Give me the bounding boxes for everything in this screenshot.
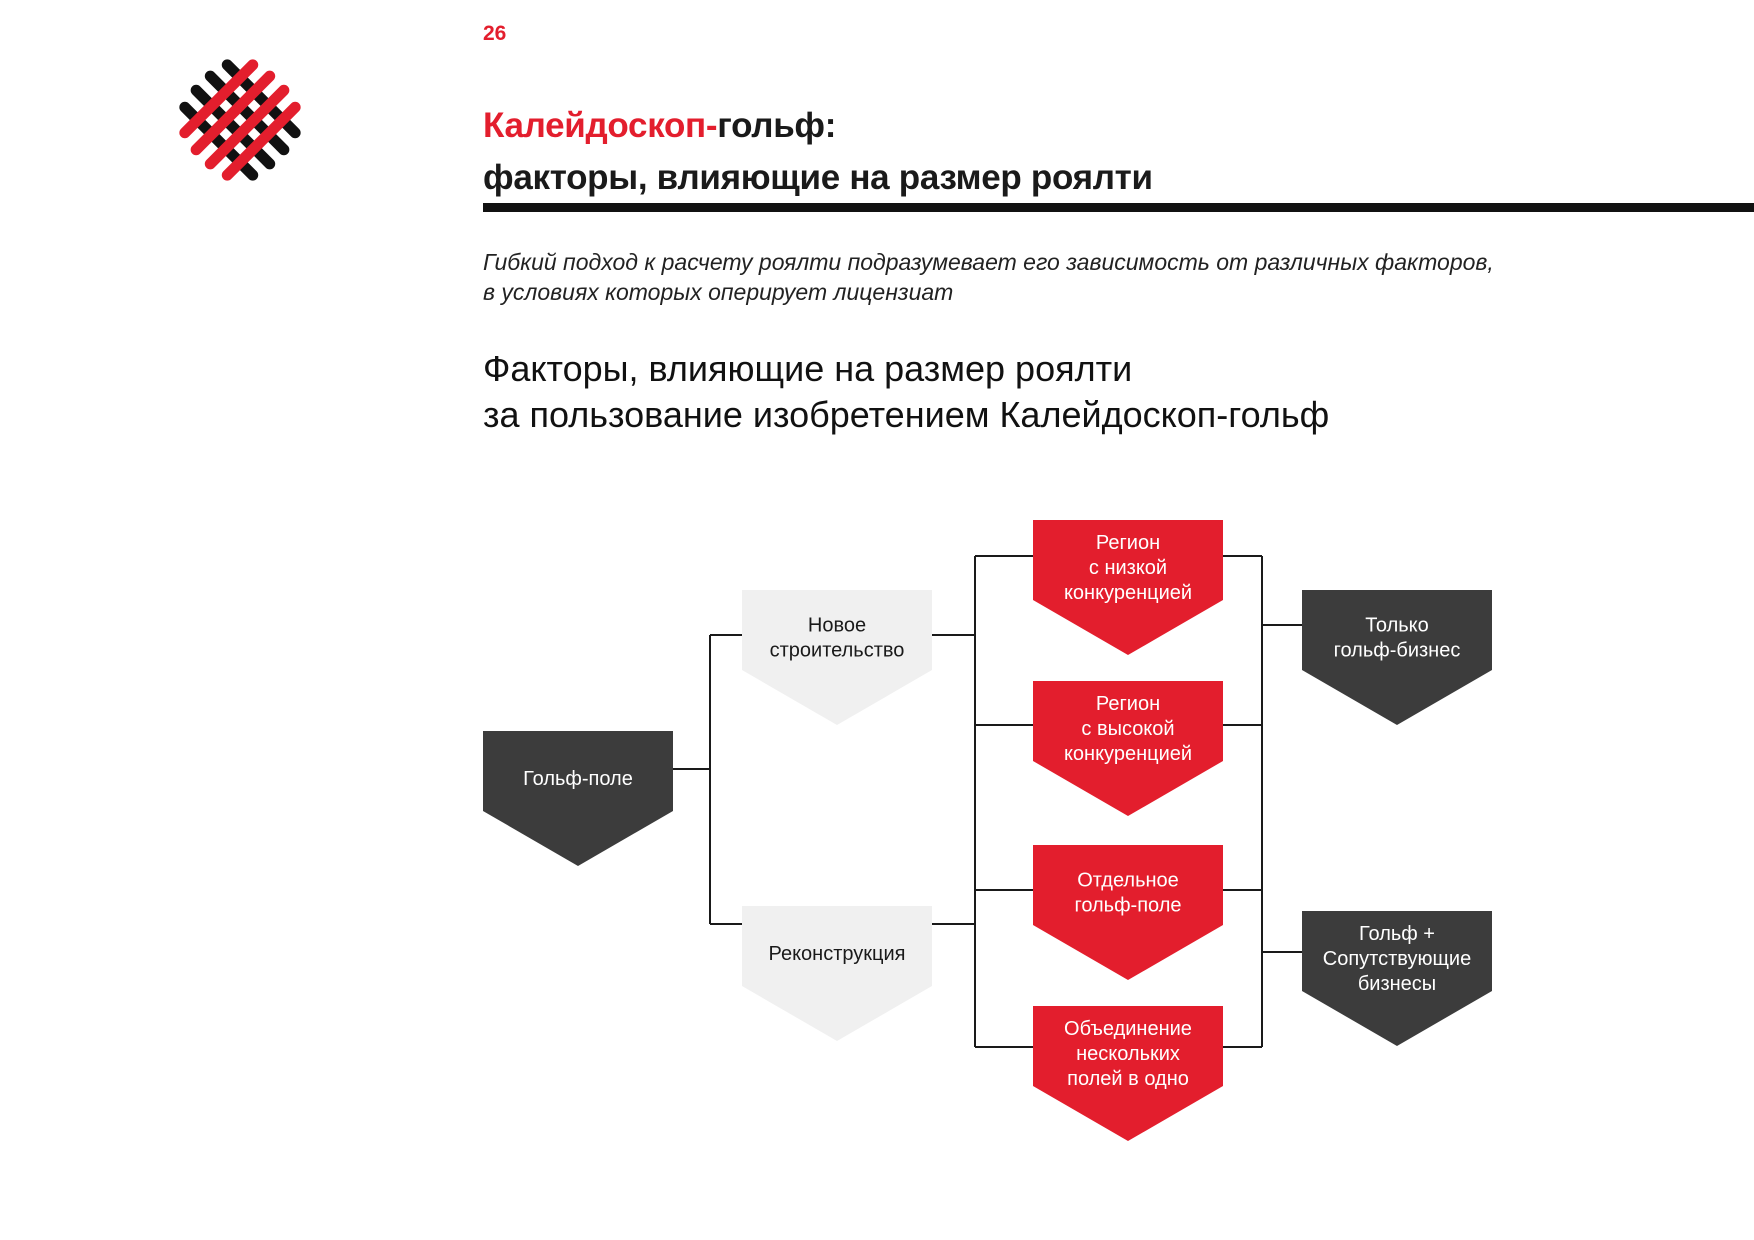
node-label: полей в одно [1067, 1068, 1189, 1090]
node-label: Регион [1095, 532, 1161, 554]
node-level1-2 [742, 906, 932, 1041]
title-accent: Калейдоскоп- [483, 106, 718, 145]
node-label: Сопутствующие [1322, 948, 1472, 970]
node-level3-1 [1302, 590, 1492, 725]
node-level2-1 [1033, 520, 1223, 655]
node-label: Новое [807, 614, 867, 637]
title-rest: гольф: [717, 106, 837, 145]
node-level3-2 [1302, 911, 1492, 1046]
subtitle-line1: Факторы, влияющие на размер роялти [483, 348, 1133, 389]
node-shape [483, 731, 673, 866]
node-level2-2 [1033, 681, 1223, 816]
node-label: Только [1365, 614, 1429, 637]
intro-line1: Гибкий подход к расчету роялти подразумевает его зависимость от различных факторов, [483, 249, 1494, 275]
node-label: строительство [769, 639, 905, 662]
node-label: нескольких [1076, 1043, 1180, 1065]
node-level2-4 [1033, 1006, 1223, 1141]
node-label: с высокой [1081, 718, 1175, 740]
node-label: Гольф-поле [523, 768, 633, 790]
page-number: 26 [483, 22, 507, 45]
node-label: Реконструкция [768, 943, 906, 965]
node-level1-1 [742, 590, 932, 725]
node-shape [742, 906, 932, 1041]
node-label: гольф-поле [1074, 894, 1182, 917]
node-level2-3 [1033, 845, 1223, 980]
intro-line2: в условиях которых оперирует лицензиат [483, 279, 954, 305]
node-label: бизнесы [1357, 973, 1437, 995]
node-label: Гольф + [1359, 923, 1435, 945]
node-label: Регион [1095, 693, 1161, 715]
node-label: Объединение [1064, 1018, 1192, 1040]
node-label: с низкой [1088, 557, 1168, 579]
node-label: гольф-бизнес [1333, 639, 1461, 662]
node-label: Отдельное [1077, 869, 1179, 892]
node-label: конкуренцией [1063, 582, 1193, 604]
subtitle-line2: за пользование изобретением Калейдоскоп-гольф [483, 394, 1330, 435]
node-root-1 [483, 731, 673, 866]
title-line2: факторы, влияющие на размер роялти [483, 158, 1153, 197]
node-label: конкуренцией [1063, 743, 1193, 765]
